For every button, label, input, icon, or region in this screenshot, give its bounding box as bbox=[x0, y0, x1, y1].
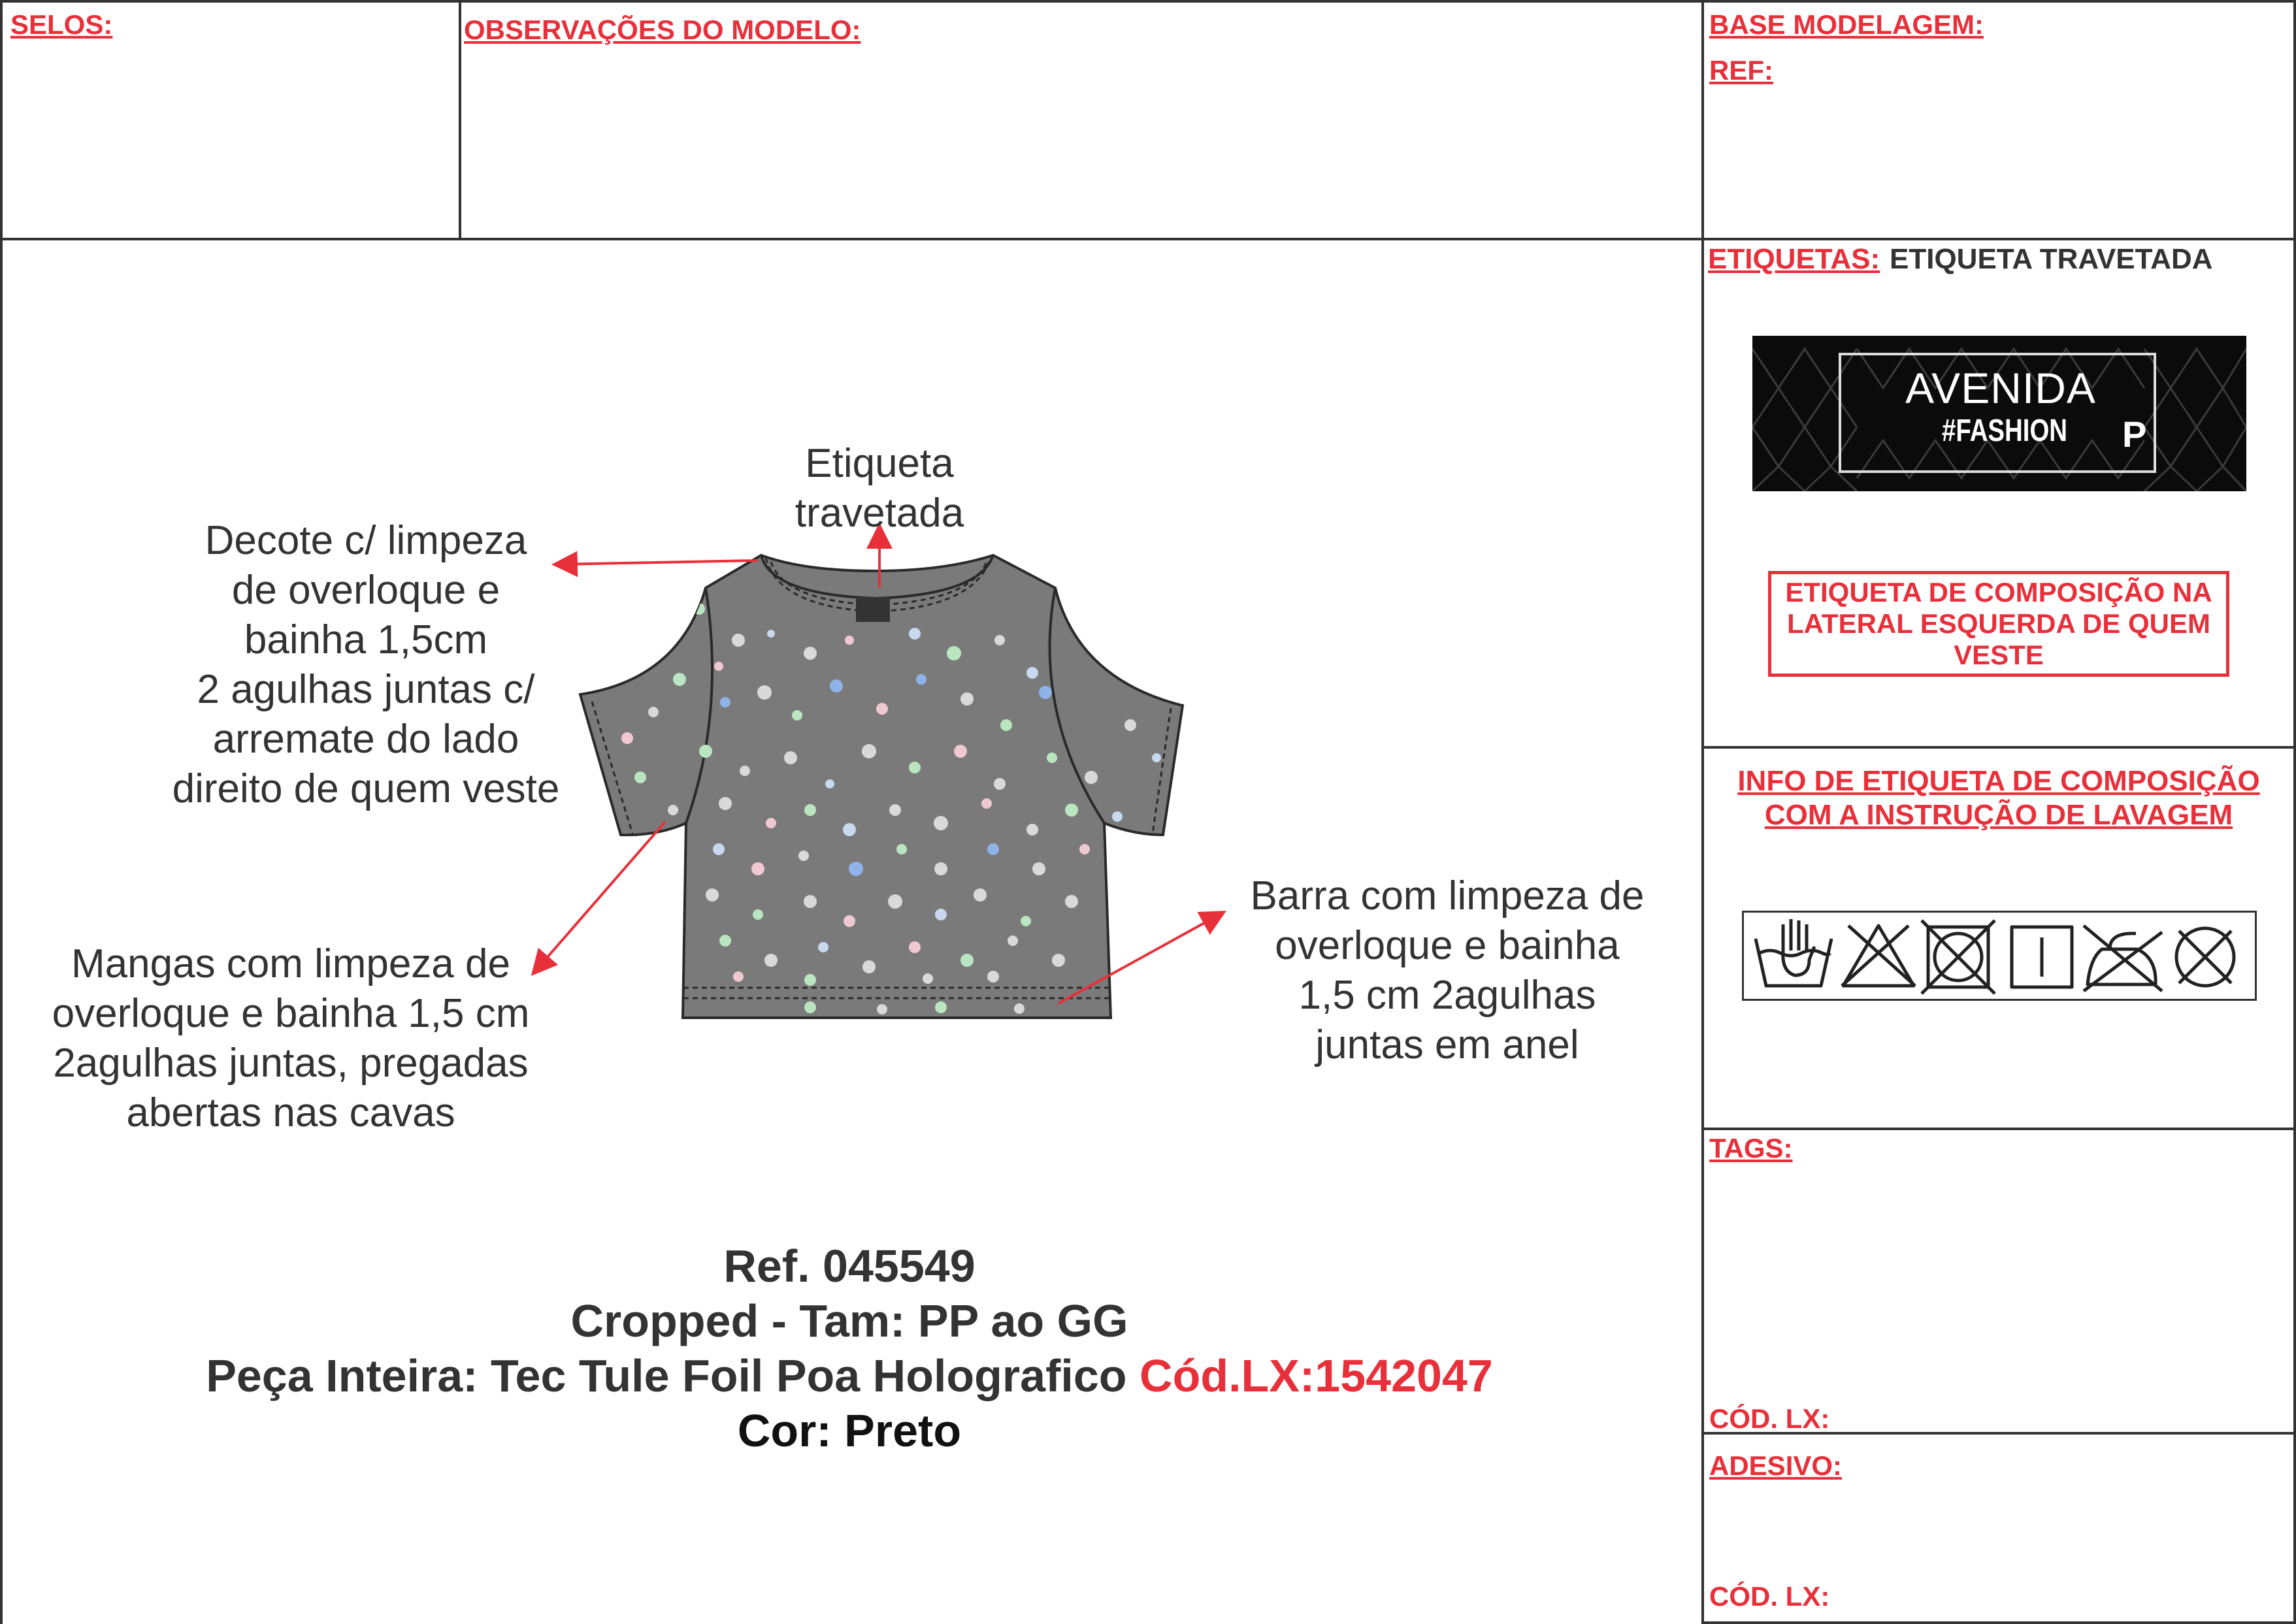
note-mangas-line-2: overloque e bainha 1,5 cm bbox=[52, 991, 530, 1036]
brand-size: P bbox=[2122, 414, 2147, 455]
note-etiqueta-line-1: Etiqueta bbox=[805, 441, 954, 486]
tags-label: TAGS: bbox=[1709, 1133, 1793, 1163]
etiquetas-value: ETIQUETA TRAVETADA bbox=[1890, 243, 2213, 275]
brand-name: AVENIDA bbox=[1905, 364, 2096, 412]
note-decote-line-5: arremate do lado bbox=[212, 717, 519, 762]
adesivo-label: ADESIVO: bbox=[1709, 1450, 1843, 1481]
note-barra bbox=[1209, 871, 1686, 1070]
note-decote-line-4: 2 agulhas juntas c/ bbox=[197, 667, 535, 712]
observacoes-label: OBSERVAÇÕES DO MODELO: bbox=[464, 14, 861, 45]
selos-label: SELOS: bbox=[10, 9, 113, 40]
composicao-line-1: ETIQUETA DE COMPOSIÇÃO NA bbox=[1785, 577, 2212, 608]
adesivo-cod-label: CÓD. LX: bbox=[1709, 1581, 1830, 1612]
note-barra-line-1: Barra com limpeza de bbox=[1250, 873, 1645, 918]
note-mangas bbox=[13, 939, 568, 1138]
base-modelagem-label: BASE MODELAGEM: bbox=[1709, 9, 1984, 40]
product-fabric: Peça Inteira: Tec Tule Foil Poa Holografico bbox=[206, 1350, 1127, 1401]
composicao-line-2: LATERAL ESQUERDA DE QUEM bbox=[1787, 608, 2210, 639]
note-etiqueta bbox=[775, 439, 984, 538]
note-mangas-line-4: abertas nas cavas bbox=[126, 1090, 455, 1135]
product-model: Cropped - Tam: PP ao GG bbox=[570, 1295, 1128, 1346]
arrow-barra bbox=[1058, 913, 1222, 1003]
product-color: Cor: Preto bbox=[737, 1405, 962, 1456]
product-info bbox=[0, 1239, 1699, 1458]
note-barra-line-2: overloque e bainha bbox=[1275, 923, 1620, 968]
note-etiqueta-line-2: travetada bbox=[795, 491, 964, 536]
info-line-1: INFO DE ETIQUETA DE COMPOSIÇÃO bbox=[1737, 765, 2260, 797]
note-decote-line-1: Decote c/ limpeza bbox=[205, 518, 527, 563]
tags-cod-label: CÓD. LX: bbox=[1709, 1403, 1830, 1434]
ref-label: REF: bbox=[1709, 55, 1773, 86]
product-fabric-code: Cód.LX:1542047 bbox=[1140, 1350, 1493, 1401]
etiquetas-label: ETIQUETAS: bbox=[1708, 243, 1880, 275]
note-decote-line-6: direito de quem veste bbox=[172, 766, 560, 811]
brand-hashtag: #FASHION bbox=[1942, 414, 2068, 448]
product-ref: Ref. 045549 bbox=[723, 1241, 976, 1291]
composicao-line-3: VESTE bbox=[1954, 640, 2044, 670]
note-decote-line-2: de overloque e bbox=[231, 568, 500, 613]
product-fabric-line bbox=[0, 1348, 1699, 1403]
note-barra-line-3: 1,5 cm 2agulhas bbox=[1298, 973, 1596, 1018]
note-barra-line-4: juntas em anel bbox=[1315, 1022, 1579, 1067]
note-decote bbox=[124, 516, 608, 814]
note-decote-line-3: bainha 1,5cm bbox=[244, 617, 488, 662]
info-line-2: COM A INSTRUÇÃO DE LAVAGEM bbox=[1764, 799, 2233, 831]
note-mangas-line-1: Mangas com limpeza de bbox=[71, 941, 510, 986]
note-mangas-line-3: 2agulhas juntas, pregadas bbox=[53, 1041, 529, 1086]
